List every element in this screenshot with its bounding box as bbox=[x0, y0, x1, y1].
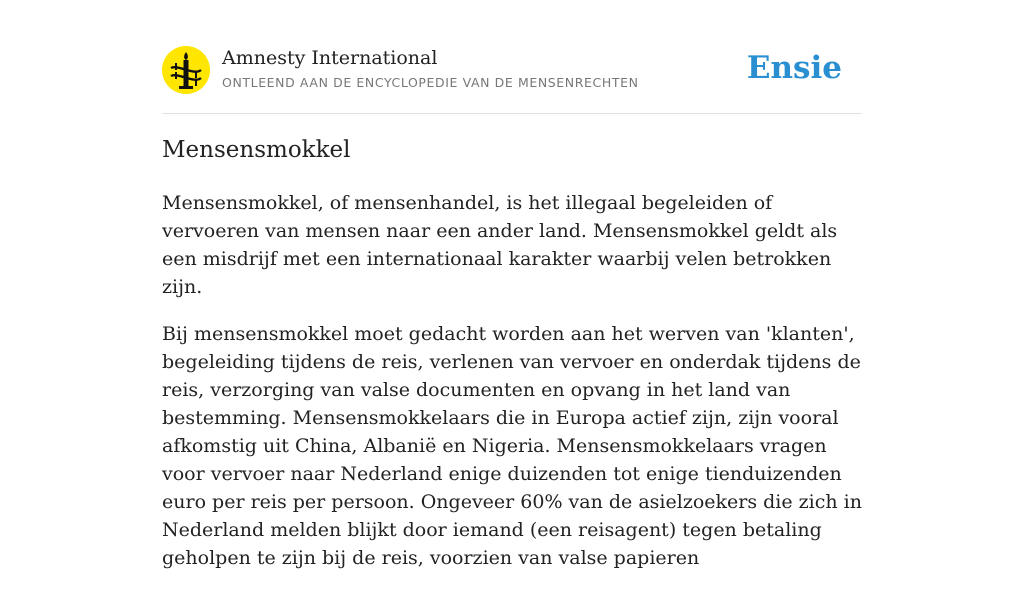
org-name[interactable]: Amnesty International bbox=[222, 47, 438, 69]
article-body bbox=[162, 189, 862, 591]
site-header bbox=[162, 46, 862, 98]
header-divider bbox=[162, 113, 862, 114]
ensie-logo[interactable]: Ensie bbox=[746, 50, 842, 86]
article-paragraph: Mensensmokkel, of mensenhandel, is het illegaal begeleiden of vervoeren van mensen naar een ander land. Mensensmokkel geldt als een misdrijf met een internationaal karakter waarbij velen betrokken zijn. bbox=[162, 192, 838, 298]
article-paragraph: Bij mensensmokkel moet gedacht worden aan het werven van 'klanten', begeleiding tijdens de reis, verlenen van vervoer en onderdak tijdens de reis, verzorging van valse documenten en opvang in het land van bestemming. Mensensmokkelaars die in Europa actief zijn, zijn vooral afkomstig uit China, Albanië en Nigeria. Mensensmokkelaars vragen voor vervoer naar Nederland enige duizenden tot enige tienduizenden euro per reis per persoon. Ongeveer 60% van de asielzoekers die zich in Nederland melden blijkt door iemand (een reisagent) tegen betaling geholpen te zijn bij de reis, voorzien van valse papieren bbox=[162, 323, 862, 569]
page-title: Mensensmokkel bbox=[162, 137, 351, 163]
org-subtitle: ONTLEEND AAN DE ENCYCLOPEDIE VAN DE MENSENRECHTEN bbox=[222, 75, 639, 90]
amnesty-logo-graphic bbox=[162, 46, 210, 94]
amnesty-candle-icon[interactable] bbox=[162, 46, 210, 94]
